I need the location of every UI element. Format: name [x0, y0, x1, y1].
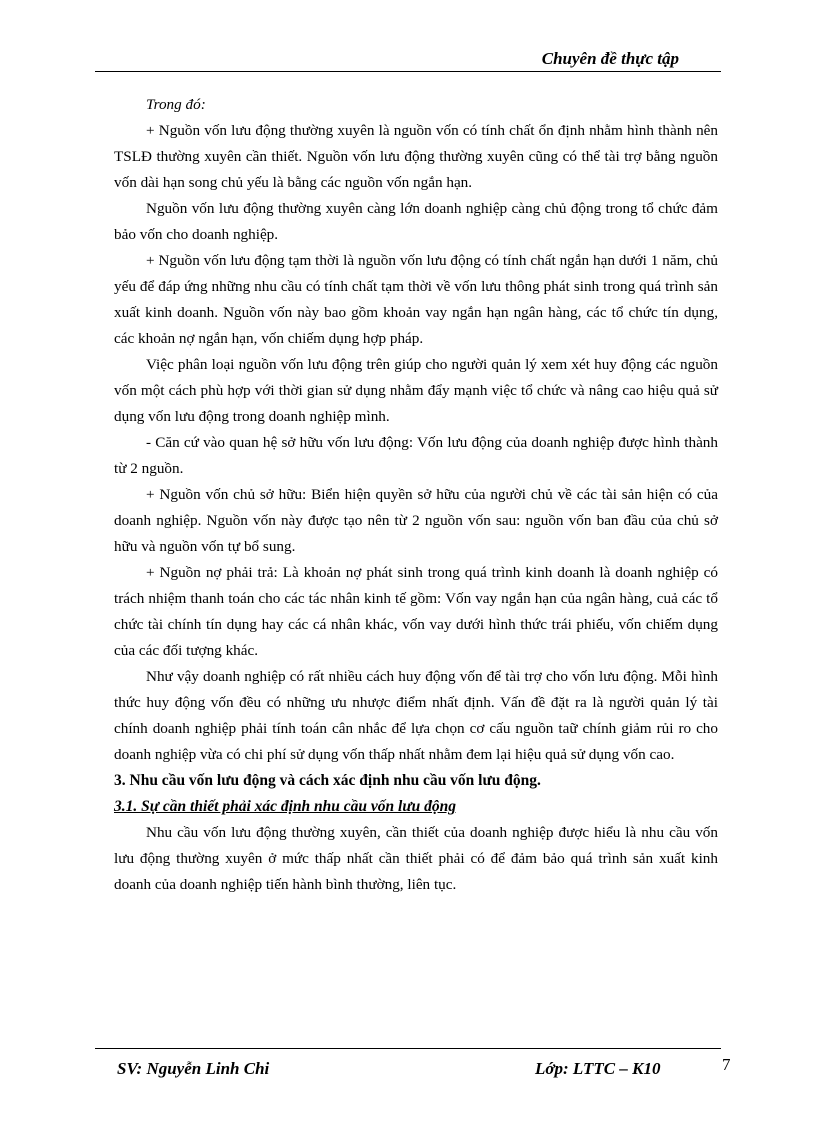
- section-heading: 3. Nhu cầu vốn lưu động và cách xác định nhu cầu vốn lưu động.: [114, 772, 541, 789]
- page-number: 7: [722, 1055, 731, 1074]
- paragraph: Việc phân loại nguồn vốn lưu động trên giúp cho người quản lý xem xét huy động các nguồn vốn một cách phù hợp với thời gian sử dụng nhằm đẩy mạnh việc tổ chức và nâng cao hiệu quả sử dụng vốn lưu động trong doanh nghiệp mình.: [114, 356, 718, 425]
- subsection-heading: [114, 794, 718, 820]
- page-footer: [95, 1048, 721, 1078]
- footer-class: Lớp: LTTC – K10: [535, 1059, 661, 1078]
- page-header: [95, 47, 721, 72]
- paragraph: - Căn cứ vào quan hệ sở hữu vốn lưu động: Vốn lưu động của doanh nghiệp được hình thành từ 2 nguồn.: [114, 434, 718, 477]
- subsection-heading-text: 3.1. Sự cần thiết phải xác định nhu cầu vốn lưu động: [114, 798, 456, 815]
- paragraph: + Nguồn vốn chủ sở hữu: Biển hiện quyền sở hữu của người chủ về các tài sản hiện có của doanh nghiệp. Nguồn vốn này được tạo nên từ 2 nguồn vốn sau: nguồn vốn ban đầu của chủ sở hữu và nguồn vốn tự bổ sung.: [114, 486, 718, 555]
- header-title: Chuyên đề thực tập: [541, 49, 679, 68]
- footer-student: SV: Nguyễn Linh Chi: [117, 1059, 270, 1078]
- paragraph: + Nguồn vốn lưu động thường xuyên là nguồn vốn có tính chất ổn định nhằm hình thành nên TSLĐ thường xuyên cần thiết. Nguồn vốn lưu động thường xuyên cũng có thể tài trợ bằng nguồn vốn dài hạn song chủ yếu là bằng các nguồn vốn ngắn hạn.: [114, 122, 718, 191]
- paragraph: Nguồn vốn lưu động thường xuyên càng lớn doanh nghiệp càng chủ động trong tổ chức đảm bảo vốn cho doanh nghiệp.: [114, 200, 718, 243]
- paragraph: Nhu cầu vốn lưu động thường xuyên, cần thiết của doanh nghiệp được hiểu là nhu cầu vốn lưu động thường xuyên ở mức thấp nhất cần thiết phải có để đảm bảo quá trình sản xuất kinh doanh của doanh nghiệp tiến hành bình thường, liên tục.: [114, 824, 718, 893]
- paragraph: Trong đó:: [146, 96, 206, 113]
- paragraph: + Nguồn vốn lưu động tạm thời là nguồn vốn lưu động có tính chất ngắn hạn dưới 1 năm, chủ yếu để đáp ứng những nhu cầu có tính chất tạm thời về vốn lưu thông phát sinh trong quá trình sản xuất kinh doanh. Nguồn vốn này bao gồm khoản vay ngắn hạn ngân hàng, các tổ chức tín dụng, các khoản nợ ngắn hạn, vốn chiếm dụng hợp pháp.: [114, 252, 718, 347]
- paragraph: + Nguồn nợ phải trả: Là khoản nợ phát sinh trong quá trình kinh doanh là doanh nghiệp có trách nhiệm thanh toán cho các tác nhân kinh tế gồm: Vốn vay ngắn hạn của ngân hàng, cuả các tổ chức tài chính tín dụng hay các cá nhân khác, vốn vay dưới hình thức trái phiếu, vốn chiếm dụng của các đối tượng khác.: [114, 564, 718, 659]
- document-body: [114, 92, 718, 898]
- paragraph: Như vậy doanh nghiệp có rất nhiều cách huy động vốn để tài trợ cho vốn lưu động. Mỗi hình thức huy động vốn đều có những ưu nhược điểm nhất định. Vấn đề đặt ra là người quản lý tài chính doanh nghiệp phải tính toán cân nhắc để lựa chọn cơ cấu nguồn taữ chính giảm rủi ro cho doanh nghiệp vừa có chi phí sử dụng vốn thấp nhất nhằm đem lại hiệu quả sử dụng vốn cao.: [114, 668, 718, 763]
